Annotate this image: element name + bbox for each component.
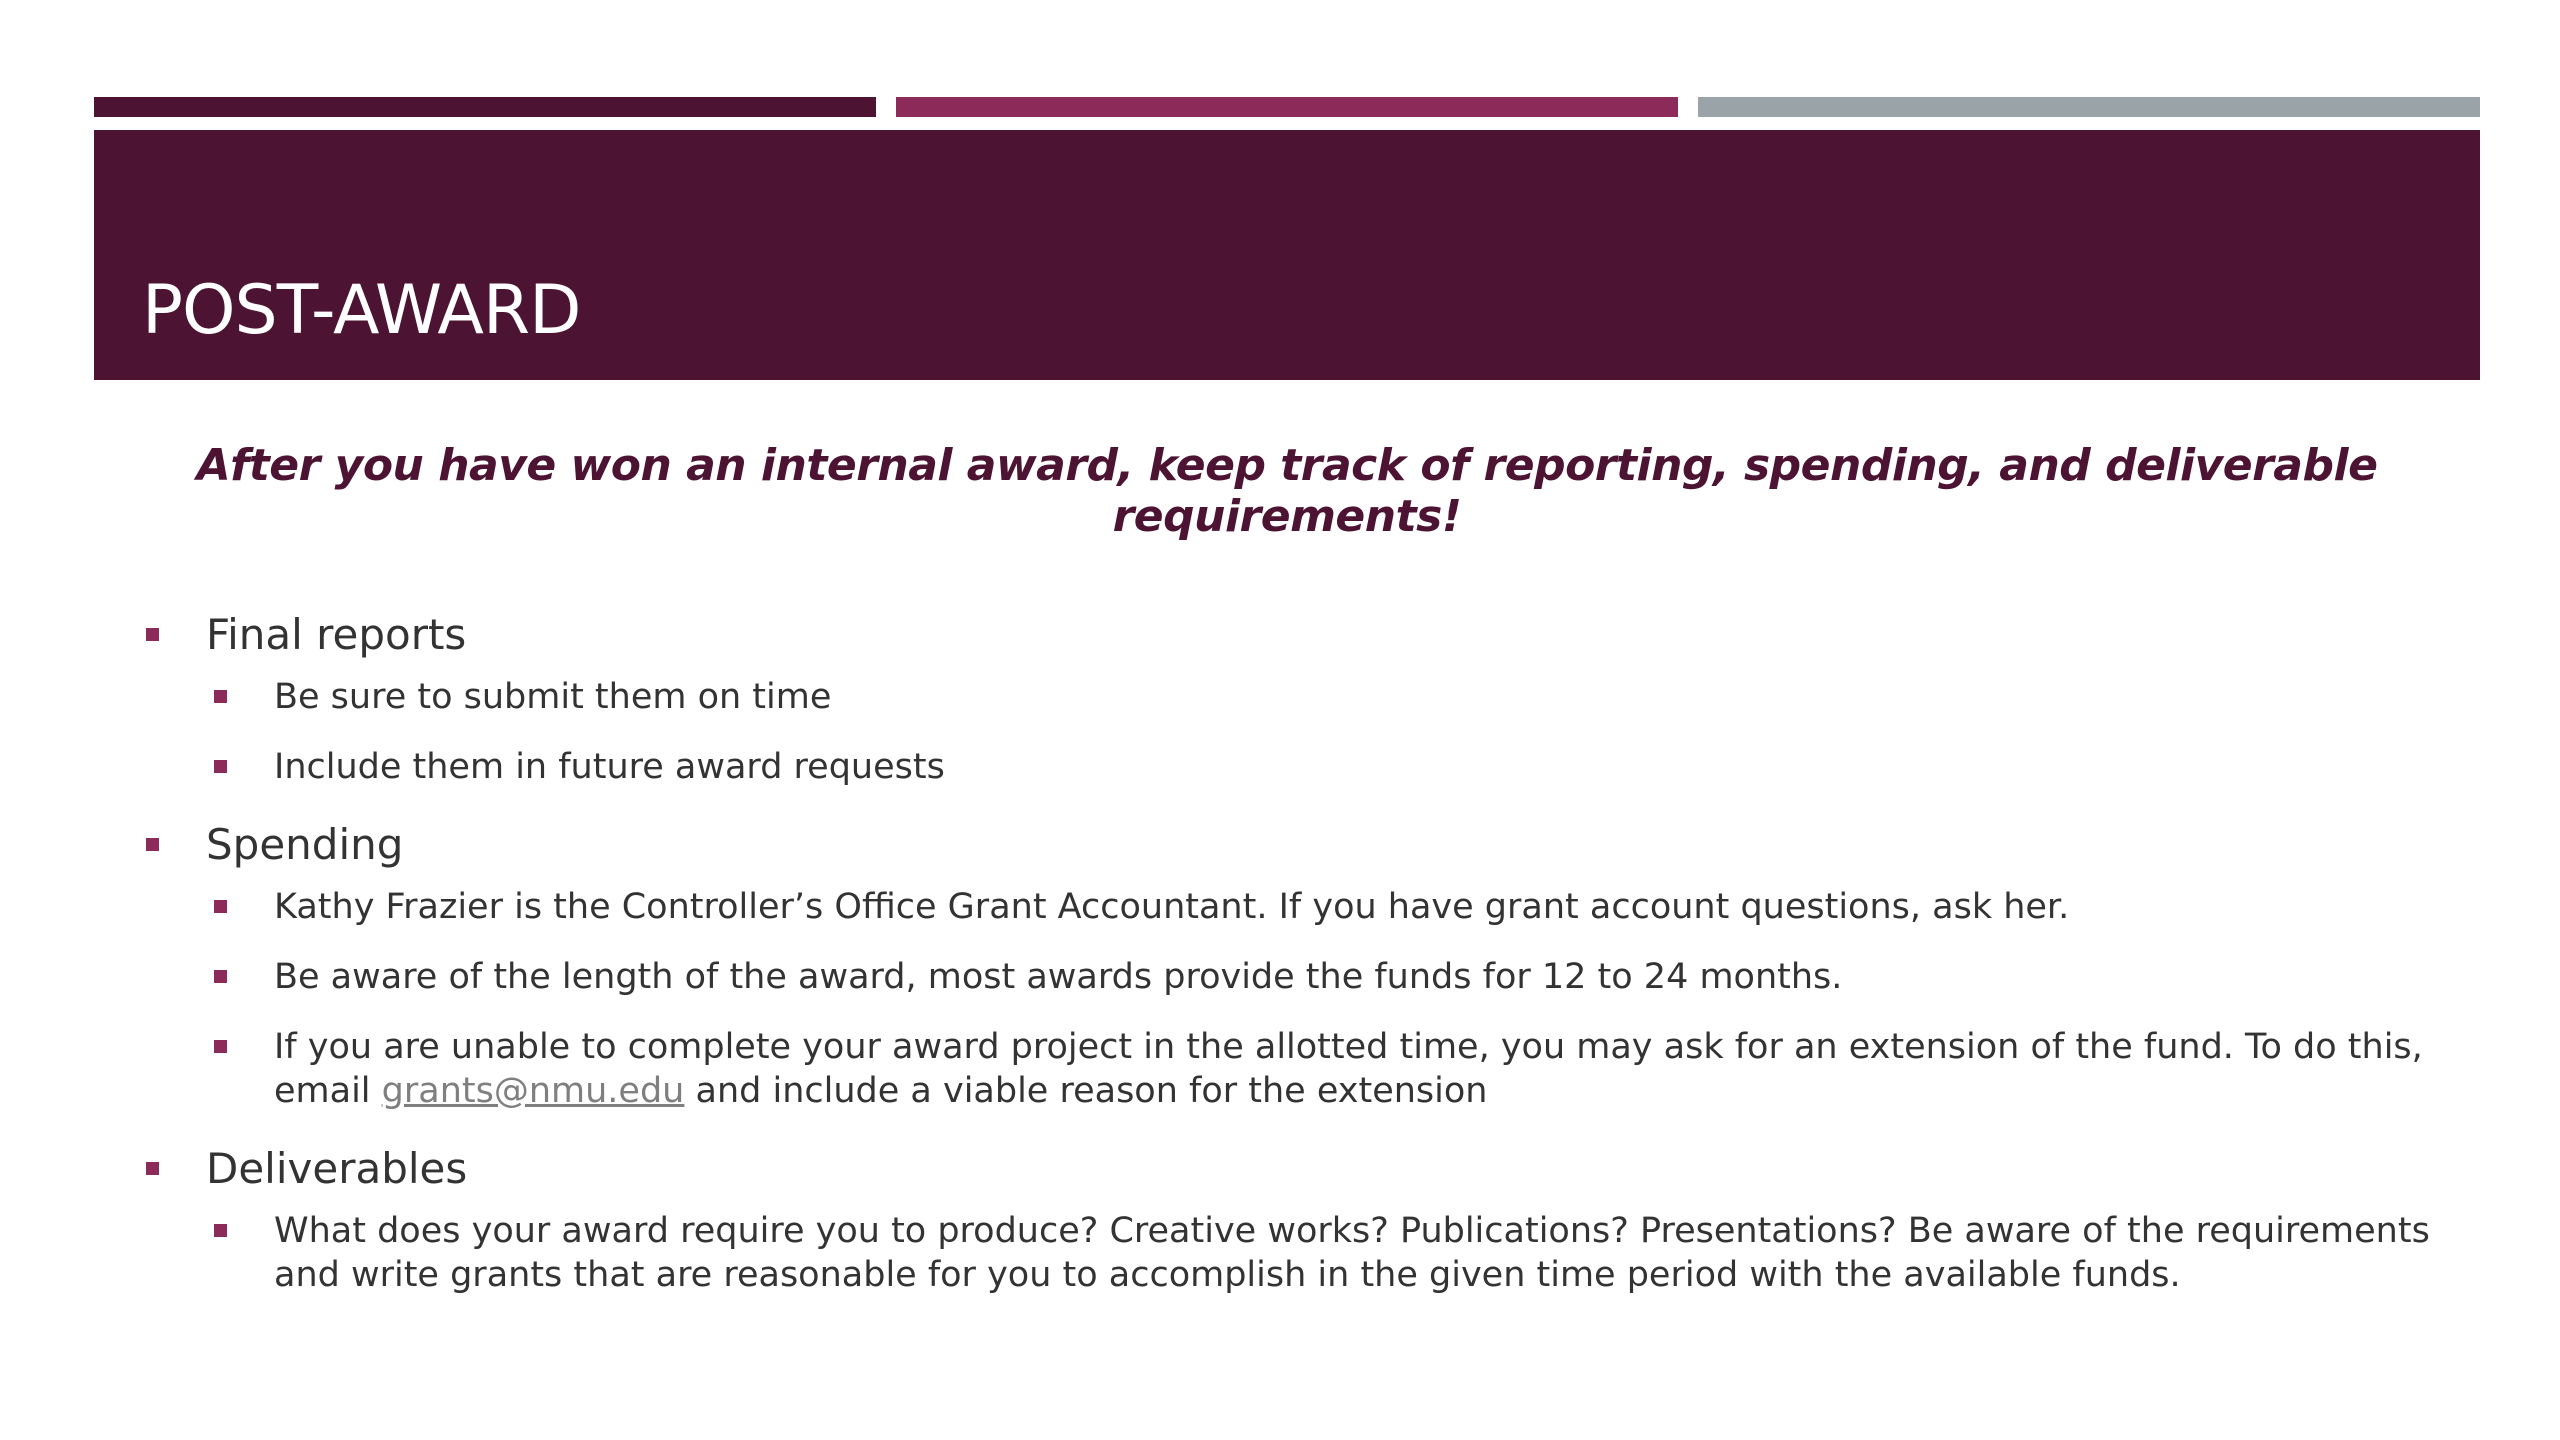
accent-bar-gray	[1698, 97, 2480, 117]
list-item	[140, 885, 2460, 929]
slide-title: POST-AWARD	[142, 271, 581, 350]
square-bullet-icon	[214, 1040, 227, 1053]
list-item	[140, 1209, 2460, 1297]
list-item-text: What does your award require you to produce? Creative works? Publications? Presentations? Be aware of the requirements and write grants that are reasonable for you to accomplish in the given time period with the available funds.	[274, 1211, 2430, 1295]
section-heading: Final reports	[206, 610, 467, 659]
square-bullet-icon	[214, 970, 227, 983]
accent-bar-magenta	[896, 97, 1678, 117]
list-item	[140, 675, 2460, 719]
list-item	[140, 955, 2460, 999]
list-item-text: Include them in future award requests	[274, 747, 945, 787]
section-final-reports	[140, 605, 2460, 665]
square-bullet-icon	[214, 900, 227, 913]
list-item-text: Be sure to submit them on time	[274, 677, 832, 717]
list-item-text-after: and include a viable reason for the extension	[684, 1071, 1488, 1111]
list-item-text: If you are unable to complete your award project in the allotted time, you may ask for an extension of the fund. To do this, email	[274, 1027, 2423, 1111]
accent-bar-dark	[94, 97, 876, 117]
slide-subtitle: After you have won an internal award, keep track of reporting, spending, and deliverable requirements!	[196, 440, 2378, 542]
square-bullet-icon	[146, 628, 159, 641]
square-bullet-icon	[214, 1224, 227, 1237]
section-spending	[140, 815, 2460, 875]
section-deliverables	[140, 1139, 2460, 1199]
email-link[interactable]: grants@nmu.edu	[381, 1071, 685, 1111]
title-band	[94, 130, 2480, 380]
square-bullet-icon	[214, 690, 227, 703]
bullet-content	[140, 605, 2460, 1323]
list-item-text: Kathy Frazier is the Controller’s Office Grant Accountant. If you have grant account questions, ask her.	[274, 887, 2070, 927]
list-item	[140, 1025, 2460, 1113]
square-bullet-icon	[146, 1162, 159, 1175]
list-item-text: Be aware of the length of the award, most awards provide the funds for 12 to 24 months.	[274, 957, 1843, 997]
square-bullet-icon	[146, 838, 159, 851]
section-heading: Spending	[206, 820, 404, 869]
section-heading: Deliverables	[206, 1144, 468, 1193]
square-bullet-icon	[214, 760, 227, 773]
list-item	[140, 745, 2460, 789]
